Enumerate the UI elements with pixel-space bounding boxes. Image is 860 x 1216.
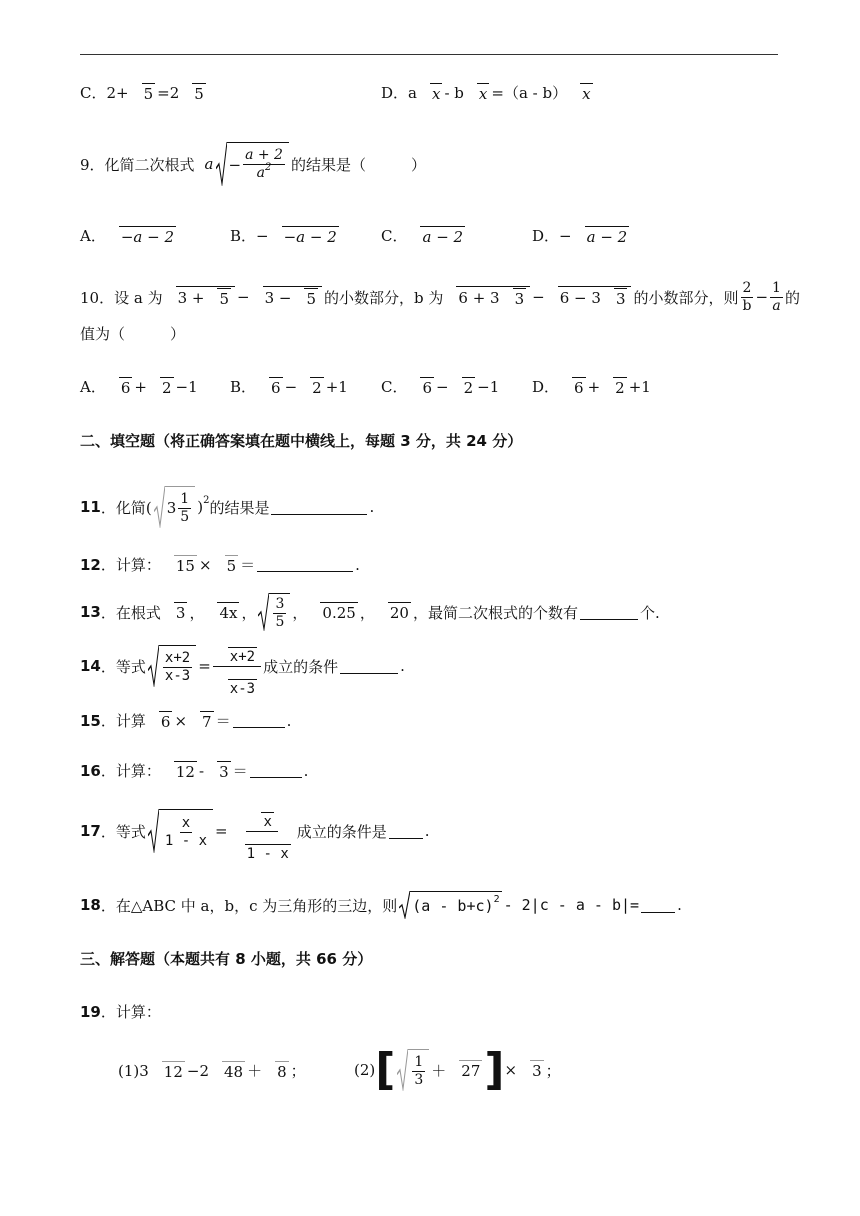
question-number: 16 [80, 761, 101, 780]
radicand: a − 2 [586, 227, 628, 246]
exponent: 2 [265, 162, 272, 173]
operator: ＋ [431, 1061, 447, 1080]
answer-blank[interactable] [250, 763, 302, 778]
operator: × [174, 711, 188, 730]
radical [163, 761, 197, 781]
radical [206, 288, 231, 308]
question-text: ．计算： [100, 1003, 161, 1021]
operator: − [284, 377, 298, 396]
radicand: 5 [143, 84, 154, 103]
radical [149, 377, 174, 397]
minus-sign: − [228, 156, 242, 174]
answer-blank[interactable] [257, 557, 353, 572]
fraction [213, 635, 261, 698]
paren: ) [197, 498, 204, 516]
radical [519, 1060, 544, 1080]
operator: ＋ [247, 1062, 263, 1080]
radicand: 12 [175, 762, 195, 781]
radicand: 3 [175, 604, 186, 622]
radical [466, 83, 489, 103]
question-text: 的小数部分，则 [633, 288, 739, 307]
denominator: a [256, 165, 266, 181]
radicand: 20 [389, 604, 409, 622]
radicand: 2 [615, 378, 625, 397]
radicand: (a - b+c) [412, 897, 494, 915]
question-text: ．等式 [100, 822, 146, 841]
question-text: ，最简二次根式的个数有 [412, 603, 578, 622]
question-9 [80, 140, 426, 188]
radical [165, 286, 235, 308]
radicand: 6 [120, 378, 131, 397]
question-text: 成立的条件是 [296, 822, 387, 841]
radical [602, 377, 627, 397]
question-13 [80, 592, 660, 632]
radical [148, 711, 173, 731]
radical [377, 602, 411, 622]
question-18 [80, 890, 682, 920]
radical [574, 226, 630, 246]
radicand: 6 [422, 378, 433, 397]
radicand: 3 [514, 290, 525, 308]
question-text: 的 [784, 288, 800, 307]
question-text: 个. [639, 603, 660, 622]
operator: = [198, 657, 211, 675]
radical [299, 377, 324, 397]
operator: + [587, 377, 601, 396]
operator: × [198, 555, 212, 574]
radical [148, 645, 196, 687]
question-text: 成立的条件 [263, 657, 339, 676]
radical [409, 377, 434, 397]
radicand: 0.25 [322, 604, 356, 622]
q10-option-a [80, 376, 198, 397]
q9-option-a [80, 225, 178, 246]
fraction [770, 280, 783, 315]
punct: ； [290, 1062, 306, 1080]
question-text: . [369, 498, 375, 516]
radicand: 3 [532, 1062, 542, 1080]
radical [445, 286, 530, 308]
expr-text: +1 [628, 377, 651, 396]
whole-part: 3 [166, 499, 177, 517]
radicand: 5 [306, 290, 317, 308]
radical [502, 288, 527, 308]
expr-text: - b [444, 83, 464, 102]
radical [216, 142, 289, 186]
punct: ； [545, 1061, 561, 1080]
question-text: ．计算： [100, 762, 161, 780]
q19-part-1 [118, 1060, 306, 1081]
question-17 [80, 808, 430, 862]
radical [214, 555, 239, 575]
numerator: 2 [742, 279, 752, 296]
question-number: 13 [80, 603, 101, 621]
minus-sign: − [559, 226, 572, 245]
question-text: 的结果是 [209, 498, 270, 517]
radical [108, 377, 133, 397]
radicand: 6 [574, 378, 584, 397]
left-bracket: [ [375, 1044, 396, 1095]
expr-text: +1 [325, 377, 348, 396]
radicand: 5 [219, 290, 230, 308]
question-number: 17 [80, 822, 101, 840]
radical [206, 761, 231, 781]
question-19 [80, 1001, 161, 1022]
option-label: D． [381, 84, 409, 102]
operator: - [198, 761, 205, 780]
operator: ＝ [232, 762, 248, 780]
q9-option-b [230, 225, 341, 246]
question-10-line2 [80, 323, 185, 344]
fraction [163, 650, 192, 685]
radical [217, 647, 257, 666]
operator: = [215, 822, 228, 840]
fraction [273, 596, 286, 631]
q10-option-c [381, 376, 499, 397]
radicand: −a − 2 [283, 227, 337, 246]
numerator: 1 [414, 1053, 424, 1070]
radical [399, 891, 501, 919]
radical [181, 83, 206, 103]
separator: ， [359, 603, 375, 622]
radical [154, 486, 195, 528]
radicand: x-3 [229, 680, 256, 697]
exponent: 2 [493, 893, 500, 905]
separator: ， [241, 603, 257, 622]
part-label: (1)3 [118, 1061, 149, 1080]
numerator: a + 2 [245, 147, 283, 163]
radical [148, 809, 213, 853]
radicand: 2 [463, 378, 474, 397]
fraction [741, 280, 754, 315]
q8-option-d [381, 82, 595, 103]
numerator: 1 [180, 490, 190, 507]
radicand: 3 [219, 762, 229, 781]
question-11 [80, 484, 374, 530]
question-12 [80, 554, 360, 575]
radical [397, 1049, 429, 1091]
radicand: x+2 [229, 648, 256, 665]
question-text: ．化简( [100, 498, 152, 517]
radicand: a − 2 [422, 227, 464, 246]
expr-text: −1 [175, 377, 198, 396]
question-text: 的小数部分，b 为 [324, 288, 444, 307]
denominator: b [742, 297, 752, 314]
radical [264, 1061, 289, 1081]
question-number: 18 [80, 896, 101, 914]
question-text: . [355, 555, 360, 574]
radical [217, 679, 257, 698]
radical [409, 226, 465, 246]
numerator: x+2 [164, 649, 191, 666]
fraction [230, 800, 295, 863]
answer-blank[interactable] [641, 898, 675, 913]
question-number: 14 [80, 657, 101, 675]
answer-blank[interactable] [340, 659, 398, 674]
expr-text: a [408, 83, 417, 102]
radical [293, 288, 318, 308]
radicand: 5 [226, 556, 237, 575]
part-label: (2) [354, 1061, 376, 1079]
operator: × [504, 1061, 518, 1079]
question-text: 值为（ ） [80, 325, 186, 343]
q19-part-2 [354, 1044, 561, 1096]
radical [419, 83, 442, 103]
radicand: 6 + 3 [458, 289, 500, 307]
option-label: A． [80, 227, 106, 245]
numerator: 1 [772, 279, 781, 296]
radicand: 3 [615, 290, 626, 308]
denominator: a [772, 297, 781, 314]
denominator: x-3 [164, 667, 191, 684]
option-label: C． [381, 378, 408, 396]
radicand: 12 [163, 1062, 183, 1081]
minus-sign: − [256, 226, 269, 245]
operator: − [436, 377, 449, 396]
q10-option-b [230, 376, 348, 397]
radical [189, 711, 214, 731]
fraction [412, 1054, 425, 1089]
question-number: 12 [80, 555, 101, 574]
radicand: 8 [277, 1062, 287, 1081]
numerator: x [181, 814, 191, 831]
expr-text: a [204, 155, 214, 173]
q9-option-d [532, 225, 631, 246]
question-text: . [286, 711, 292, 730]
radicand: 6 [160, 712, 171, 731]
answer-blank[interactable] [580, 605, 638, 620]
radicand: 15 [175, 556, 195, 575]
question-text: ．等式 [100, 657, 146, 676]
radicand: x [431, 84, 441, 103]
question-text: 9．化简二次根式 [80, 155, 195, 174]
radicand: x [478, 84, 488, 103]
fraction [243, 147, 285, 183]
radicand: 3 + [177, 289, 205, 307]
radicand: 6 − 3 [559, 289, 601, 307]
radicand: 2 [312, 378, 322, 397]
denominator: 5 [180, 508, 190, 525]
radicand: 48 [224, 1062, 244, 1081]
radical [234, 844, 291, 863]
option-label: D． [532, 227, 560, 245]
operator: −2 [186, 1061, 210, 1080]
radical [451, 377, 476, 397]
radical [561, 377, 586, 397]
radicand: 27 [461, 1062, 481, 1080]
radical [309, 602, 357, 622]
expr-text: =2 [157, 83, 180, 102]
separator: ， [189, 603, 205, 622]
radical [206, 602, 239, 622]
operator: ＝ [215, 712, 231, 730]
option-label: C． [80, 84, 107, 102]
numerator: 3 [275, 595, 285, 612]
radical [131, 83, 156, 103]
answer-blank[interactable] [271, 500, 367, 515]
radical [258, 377, 283, 397]
radical [547, 286, 632, 308]
radicand: 4x [219, 604, 238, 622]
question-text: . [303, 761, 309, 780]
expr-text: 2+ [106, 83, 129, 102]
option-label: A． [80, 378, 106, 396]
separator: ， [292, 603, 308, 622]
expr-text: −1 [477, 377, 500, 396]
answer-blank[interactable] [389, 824, 423, 839]
exponent: 2 [203, 494, 210, 506]
question-text: ．计算 [100, 712, 146, 730]
radicand: −a − 2 [120, 227, 175, 246]
question-text: 的结果是（ ） [290, 155, 426, 174]
radical [448, 1060, 482, 1080]
radical [603, 288, 628, 308]
fraction [163, 815, 209, 850]
denominator: 5 [275, 613, 285, 630]
question-text: ．计算： [100, 556, 161, 574]
question-text: . [424, 822, 430, 840]
radical [569, 83, 592, 103]
answer-blank[interactable] [233, 713, 285, 728]
denominator: 3 [414, 1071, 424, 1088]
option-label: B． [230, 378, 257, 396]
radical [163, 555, 197, 575]
q8-option-c [80, 82, 208, 103]
radicand: x [263, 813, 272, 830]
question-text: ．在△ABC 中 a，b，c 为三角形的三边，则 [100, 896, 398, 915]
denominator: 1 - x [164, 832, 208, 849]
operator: + [134, 377, 147, 396]
radical [108, 226, 176, 246]
question-number: 15 [80, 711, 101, 730]
question-15 [80, 710, 291, 731]
expr-text: - 2|c - a - b|= [503, 896, 640, 914]
question-10: 10．设 a 为 3 + 5 − 3 − 5 的小数部分，b 为 6 + 3 3 − 6 − 3 3 的小数部分，则 $\frac{2}{b}$ − $\frac{1}{a}$ 的 [80, 279, 800, 314]
operator: ＝ [240, 556, 256, 574]
expr-text: =（a - b） [491, 84, 568, 102]
radical [258, 593, 290, 631]
radicand: 5 [194, 84, 204, 103]
header-rule [80, 54, 778, 55]
radicand: 2 [161, 378, 172, 397]
radical [252, 286, 322, 308]
radicand: 3 − [264, 289, 292, 307]
section-3-heading: 三、解答题（本题共有 8 小题，共 66 分） [80, 950, 373, 968]
radical [151, 1061, 185, 1081]
radical [250, 812, 273, 831]
section-2-heading: 二、填空题（将正确答案填在题中横线上，每题 3 分，共 24 分） [80, 432, 523, 450]
question-text: . [677, 896, 682, 914]
q9-option-c [381, 225, 467, 246]
radical [211, 1061, 245, 1081]
radicand: 7 [202, 712, 212, 731]
question-14 [80, 644, 405, 697]
right-bracket: ] [484, 1044, 505, 1095]
radicand: 6 [271, 378, 281, 397]
radicand: x [582, 84, 591, 103]
question-16 [80, 760, 308, 781]
question-text: 10．设 a 为 [80, 288, 163, 307]
radical [163, 602, 188, 622]
question-number: 11 [80, 498, 101, 516]
question-text: ．在根式 [100, 603, 161, 622]
option-label: B． [230, 227, 257, 245]
q10-option-d [532, 376, 651, 397]
question-number: 19 [80, 1002, 101, 1021]
question-text: . [400, 657, 405, 675]
option-label: D． [532, 378, 560, 396]
radicand: 1 - x [246, 845, 289, 862]
fraction [178, 491, 191, 526]
option-label: C． [381, 227, 408, 245]
radical [271, 226, 339, 246]
